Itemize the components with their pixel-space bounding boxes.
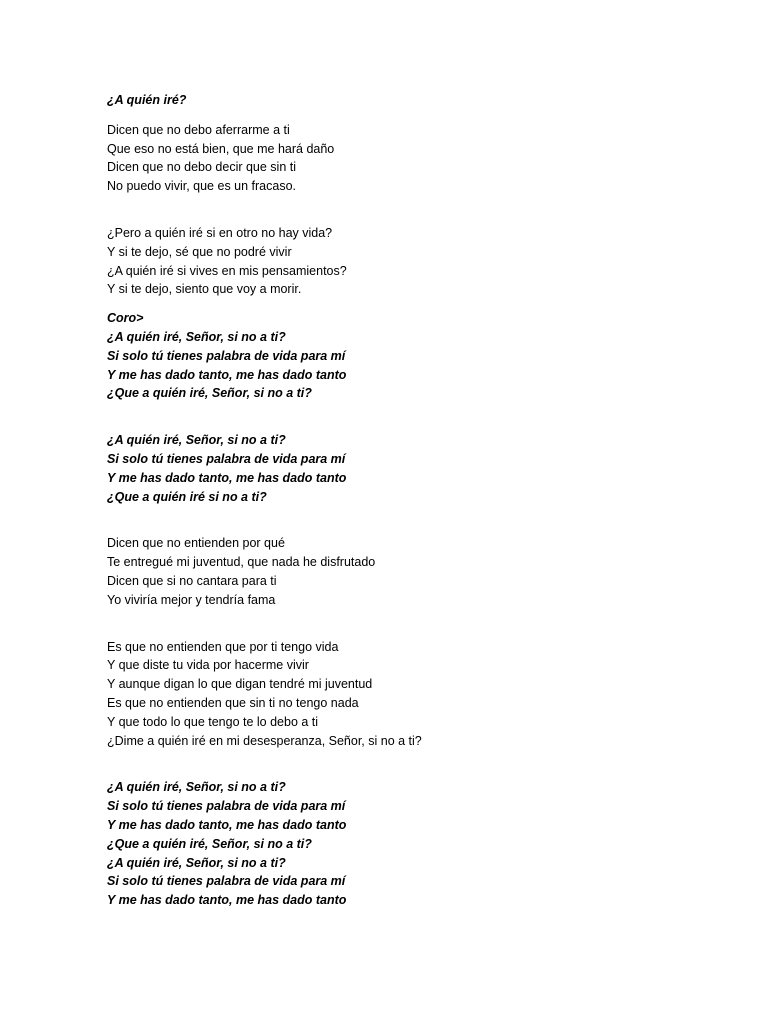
song-title: ¿A quién iré? [107,93,187,107]
lyric-line: Y si te dejo, sé que no podré vivir [107,244,292,259]
lyric-line: ¿Que a quién iré si no a ti? [107,489,267,504]
lyric-line: Dicen que no entienden por qué [107,536,285,551]
lyric-line: Si solo tú tienes palabra de vida para mí [107,348,346,363]
lyric-line: ¿A quién iré si vives en mis pensamientos? [107,263,347,278]
lyric-line: ¿A quién iré, Señor, si no a ti? [107,329,286,344]
lyric-line: Dicen que no debo decir que sin ti [107,160,297,175]
lyric-line: Y me has dado tanto, me has dado tanto [107,893,347,908]
lyric-line: ¿Dime a quién iré en mi desesperanza, Señor, si no a ti? [107,733,422,748]
verse-stanza [107,534,727,609]
lyric-line: ¿Que a quién iré, Señor, si no a ti? [107,836,312,851]
lyric-line: No puedo vivir, que es un fracaso. [107,179,297,194]
chorus-stanza [107,778,727,910]
lyric-line: Y que diste tu vida por hacerme vivir [107,658,309,673]
lyric-line: Y me has dado tanto, me has dado tanto [107,470,347,485]
verse-stanza [107,638,727,751]
lyric-line: Si solo tú tienes palabra de vida para mí [107,874,346,889]
lyric-line: Que eso no está bien, que me hará daño [107,141,335,156]
lyric-line: Dicen que no debo aferrarme a ti [107,122,290,137]
lyric-line: Y que todo lo que tengo te lo debo a ti [107,714,319,729]
lyric-line: ¿Que a quién iré, Señor, si no a ti? [107,386,312,401]
lyric-line: Y aunque digan lo que digan tendré mi juventud [107,677,373,692]
lyric-line: ¿A quién iré, Señor, si no a ti? [107,780,286,795]
lyric-line: Y si te dejo, siento que voy a morir. [107,282,302,297]
lyric-line: Yo viviría mejor y tendría fama [107,592,276,607]
lyric-line: Es que no entienden que sin ti no tengo nada [107,695,359,710]
lyrics-body [107,91,727,910]
lyric-line: Si solo tú tienes palabra de vida para mí [107,799,346,814]
lyric-line: Y me has dado tanto, me has dado tanto [107,367,347,382]
lyric-line: ¿A quién iré, Señor, si no a ti? [107,433,286,448]
chorus-label: Coro> [107,311,144,326]
chorus-stanza [107,431,727,506]
lyric-line: Y me has dado tanto, me has dado tanto [107,817,347,832]
lyric-line: ¿Pero a quién iré si en otro no hay vida? [107,225,333,240]
verse-stanza [107,224,727,299]
lyric-line: ¿A quién iré, Señor, si no a ti? [107,855,286,870]
chorus-stanza [107,309,727,403]
lyric-line: Dicen que si no cantara para ti [107,573,277,588]
lyric-line: Si solo tú tienes palabra de vida para mí [107,451,346,466]
verse-stanza [107,121,727,196]
lyric-line: Es que no entienden que por ti tengo vida [107,639,339,654]
lyric-line: Te entregué mi juventud, que nada he disfrutado [107,555,376,570]
